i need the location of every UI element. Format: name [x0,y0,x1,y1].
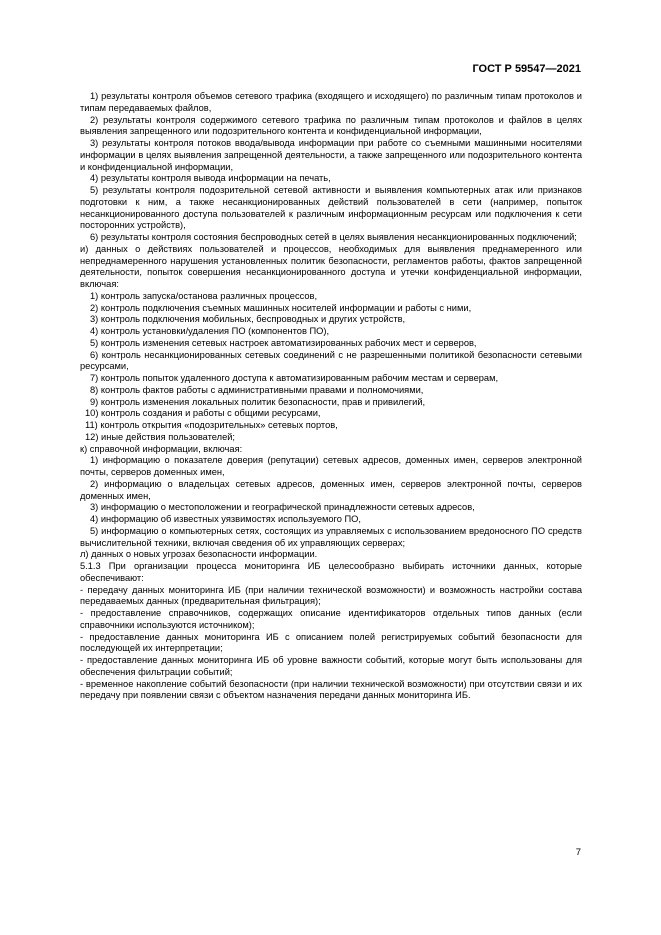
list-item-result-6: 6) результаты контроля состояния беспроводных сетей в целях выявления несанкционированных подключений; [90,232,577,242]
list-item-result-4: 4) результаты контроля вывода информации на печать, [90,173,331,184]
list-item-control-6: 6) контроль несанкционированных сетевых соединений с не разрешенными политикой безопасности сетевыми ресурсами, [80,349,582,372]
list-item-info-4: 4) информацию об известных уязвимостях используемого ПО, [90,514,361,524]
list-item-control-10: 10) контроль создания и работы с общими ресурсами, [85,408,321,419]
list-item-control-8: 8) контроль фактов работы с административными правами и полномочиями, [90,384,424,395]
list-item-control-12: 12) иные действия пользователей; [85,431,236,442]
list-item-result-1: 1) результаты контроля объемов сетевого трафика (входящего и исходящего) по различным типам протоколов и типам передаваемых файлов, [80,91,582,113]
bullet-item-1: - передачу данных мониторинга ИБ (при наличии технической возможности) и возможность настройки состава передаваемых данных (предварительная фильтрация); [80,584,582,607]
bullet-item-5: - временное накопление событий безопасности (при наличии технической возможности) при отсутствии связи и их передачу при появлении связи с объектом назначения передачи данных мониторинга ИБ. [80,678,582,701]
list-item-k: к) справочной информации, включая: [80,443,243,454]
list-item-control-5: 5) контроль изменения сетевых настроек автоматизированных рабочих мест и серверов, [90,337,477,348]
list-item-control-2: 2) контроль подключения съемных машинных носителей информации и работы с ними, [90,302,472,313]
document-code-header: ГОСТ Р 59547—2021 [472,63,581,75]
list-item-result-2: 2) результаты контроля содержимого сетевого трафика по различным типам протоколов и файлов в целях выявления запрещенного или подозрительного контента и конфиденциальной информации, [80,114,582,137]
list-item-info-3: 3) информацию о местоположении и географической принадлежности сетевых адресов, [90,502,475,513]
bullet-item-4: - предоставление данных мониторинга ИБ об уровне важности событий, которые могут быть использованы для обеспечения фильтрации событий; [80,655,582,677]
list-item-info-2: 2) информацию о владельцах сетевых адресов, доменных имен, серверов электронной почты, серверов доменных имен, [80,478,582,501]
list-item-control-4: 4) контроль установки/удаления ПО (компонентов ПО), [90,326,330,336]
list-item-result-5: 5) результаты контроля подозрительной сетевой активности и выявления компьютерных атак или признаков подготовки к ним, а также несанкционированных действий пользователей в сети (например, попыток несанкционированного доступа пользователей к различным информационным ресурсам или подключения к сети посторонних устройств), [80,185,582,231]
document-body [80,91,582,702]
list-item-control-11: 11) контроль открытия «подозрительных» сетевых портов, [85,420,338,430]
page-number: 7 [575,847,581,858]
list-item-control-7: 7) контроль попыток удаленного доступа к автоматизированным рабочим местам и серверам, [90,373,499,383]
list-item-info-5: 5) информацию о компьютерных сетях, состоящих из управляемых с использованием вредоносного ПО средств вычислительной техники, включая сведения об их управляющих серверах; [80,525,582,548]
bullet-item-3: - предоставление данных мониторинга ИБ с описанием полей регистрируемых событий безопасности для последующей их интерпретации; [80,631,582,654]
bullet-item-2: - предоставление справочников, содержащих описание идентификаторов отдельных типов данных (если справочники используются источником); [80,608,582,630]
list-item-control-1: 1) контроль запуска/останова различных процессов, [90,290,318,301]
clause-5-1-3: 5.1.3 При организации процесса мониторинга ИБ целесообразно выбирать источники данных, которые обеспечивают: [80,561,582,583]
list-item-info-1: 1) информацию о показателе доверия (репутации) сетевых адресов, доменных имен, серверов электронной почты, серверов доменных имен, [80,455,582,477]
list-item-control-9: 9) контроль изменения локальных политик безопасности, прав и привилегий, [90,396,426,407]
list-item-l: л) данных о новых угрозах безопасности информации. [80,549,318,560]
list-item-i: и) данных о действиях пользователей и процессов, необходимых для выявления преднамеренного или непреднамеренного нарушения установленных политик безопасности, регламентов работы, фактов запрещенной деятельности, попыток совершения несанкционированного доступа и утечки конфиденциальной информации, включая: [80,243,582,289]
list-item-control-3: 3) контроль подключения мобильных, беспроводных и других устройств, [90,314,406,325]
list-item-result-3: 3) результаты контроля потоков ввода/вывода информации при работе со съемными машинными носителями информации в целях выявления запрещенной деятельности, а также запрещенного или подозрительного контента и конфиденциальной информации, [80,138,582,172]
